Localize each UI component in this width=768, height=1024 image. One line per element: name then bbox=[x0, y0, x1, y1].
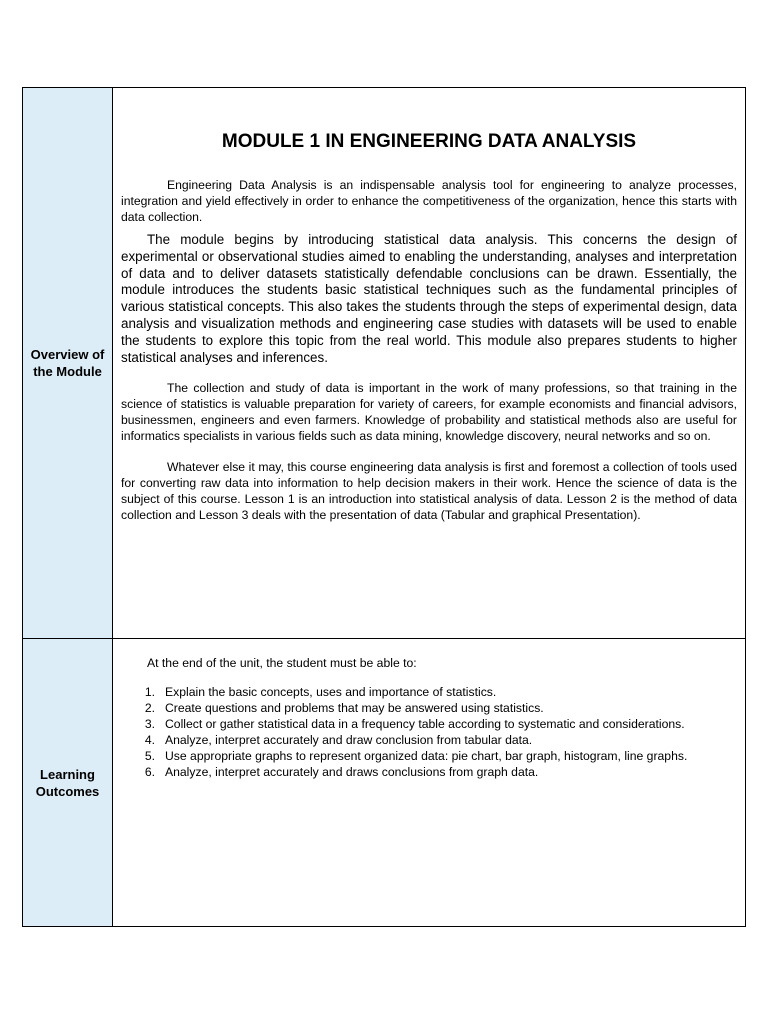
outcome-text: Collect or gather statistical data in a frequency table according to systematic and considerations. bbox=[165, 717, 685, 731]
overview-paragraph-2: The module begins by introducing statistical data analysis. This concerns the design of experimental or observational studies aimed to enabling the understanding, analyses and interpretation of data and to deliver datasets statistically defendable conclusions can be drawn. Essentially, the module introduces the students basic statistical techniques such as the fundamental principles of various statistical concepts. This also takes the students through the steps of experimental design, data analysis and visualization methods and engineering case studies with datasets will be used to enable the students to explore this topic from the real world. This module also prepares students to higher statistical analyses and inferences. bbox=[121, 232, 737, 365]
outcome-item bbox=[121, 748, 737, 764]
outcome-item bbox=[121, 716, 737, 732]
overview-label: Overview of the Module bbox=[23, 88, 113, 638]
outcome-item bbox=[121, 700, 737, 716]
overview-paragraph-1: Engineering Data Analysis is an indispensable analysis tool for engineering to analyze processes, integration and yield effectively in order to enhance the competitiveness of the organization, hence this starts with data collection. bbox=[121, 178, 737, 224]
outcomes-label: Learning Outcomes bbox=[23, 639, 113, 926]
overview-content bbox=[113, 88, 745, 638]
outcomes-list bbox=[121, 684, 737, 780]
outcomes-row bbox=[23, 639, 745, 926]
outcome-text: Analyze, interpret accurately and draw conclusion from tabular data. bbox=[165, 733, 533, 747]
overview-row bbox=[23, 88, 745, 639]
outcome-number: 3. bbox=[144, 717, 155, 731]
outcomes-intro: At the end of the unit, the student must be able to: bbox=[147, 656, 417, 670]
outcome-text: Explain the basic concepts, uses and importance of statistics. bbox=[165, 685, 497, 699]
outcomes-content bbox=[113, 639, 745, 926]
outcome-text: Create questions and problems that may be answered using statistics. bbox=[165, 701, 544, 715]
outcome-text: Use appropriate graphs to represent organized data: pie chart, bar graph, histogram, line graphs. bbox=[165, 749, 688, 763]
outcome-item bbox=[121, 764, 737, 780]
outcome-item bbox=[121, 732, 737, 748]
overview-paragraph-4: Whatever else it may, this course engineering data analysis is first and foremost a collection of tools used for converting raw data into information to help decision makers in their work. Hence the science of data is the subject of this course. Lesson 1 is an introduction into statistical analysis of data. Lesson 2 is the method of data collection and Lesson 3 deals with the presentation of data (Tabular and graphical Presentation). bbox=[121, 460, 737, 523]
module-title: MODULE 1 IN ENGINEERING DATA ANALYSIS bbox=[221, 131, 637, 152]
module-table bbox=[22, 87, 746, 927]
outcome-number: 6. bbox=[144, 765, 155, 779]
overview-paragraph-3: The collection and study of data is important in the work of many professions, so that training in the science of statistics is valuable preparation for variety of careers, for example economists and financial advisors, businessmen, engineers and even farmers. Knowledge of probability and statistical methods also are useful for informatics specialists in various fields such as data mining, knowledge discovery, neural networks and so on. bbox=[121, 381, 737, 444]
outcome-number: 1. bbox=[144, 685, 155, 699]
outcome-number: 5. bbox=[144, 749, 155, 763]
outcome-number: 2. bbox=[144, 701, 155, 715]
outcome-item bbox=[121, 684, 737, 700]
outcome-number: 4. bbox=[144, 733, 155, 747]
outcome-text: Analyze, interpret accurately and draws conclusions from graph data. bbox=[165, 765, 539, 779]
